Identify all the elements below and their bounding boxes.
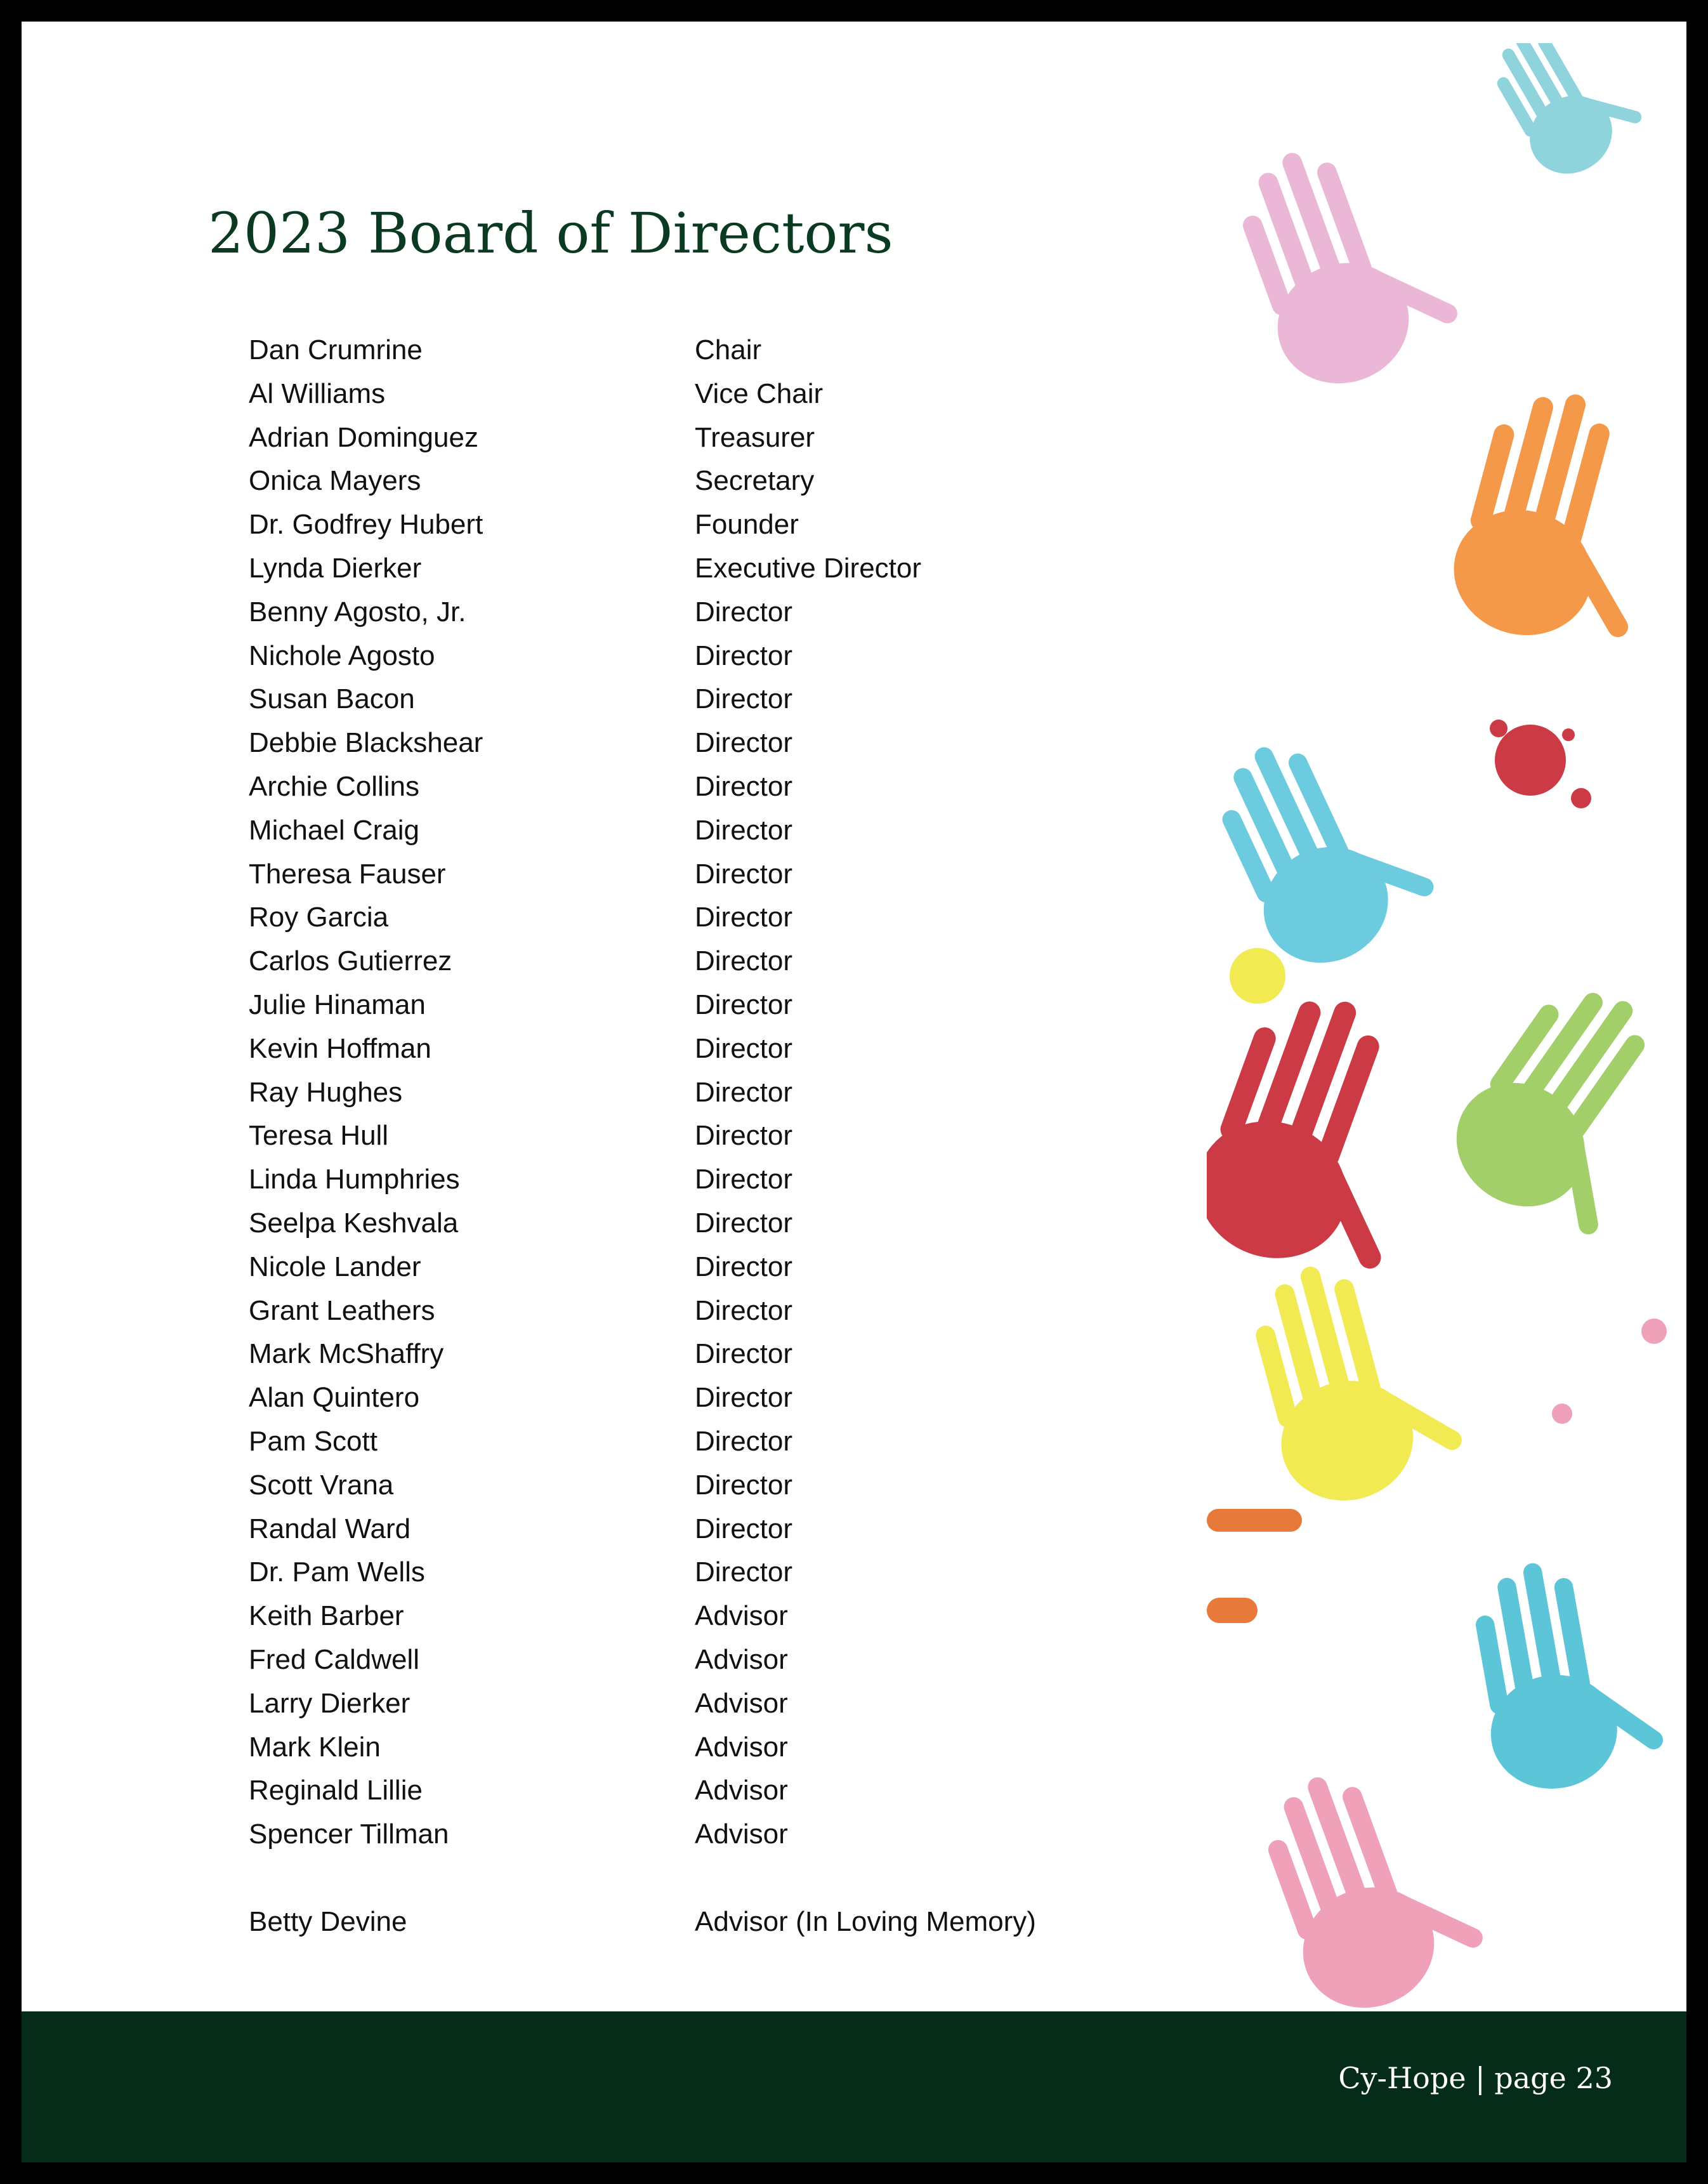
member-role: Director (695, 770, 793, 802)
board-member-row (249, 1769, 1036, 1813)
board-member-row (249, 1027, 1036, 1071)
member-role: Director (695, 1120, 793, 1152)
board-member-row (249, 1289, 1036, 1333)
page-title: 2023 Board of Directors (208, 201, 893, 266)
board-member-row (249, 940, 1036, 983)
board-member-row (249, 1202, 1036, 1246)
member-name: Michael Craig (249, 814, 419, 846)
paint-splat-red (1490, 720, 1591, 808)
member-name: Julie Hinaman (249, 989, 426, 1020)
member-role: Director (695, 1164, 793, 1195)
member-role: Director (695, 1294, 793, 1326)
member-name: Archie Collins (249, 770, 419, 802)
member-role: Advisor (695, 1731, 788, 1763)
footer-page-label: Cy-Hope | page 23 (1338, 2061, 1613, 2095)
board-member-row (249, 1071, 1036, 1115)
member-name: Grant Leathers (249, 1294, 435, 1326)
board-member-row (249, 1508, 1036, 1551)
board-member-row (249, 765, 1036, 809)
member-role: Director (695, 858, 793, 890)
handprint-orange (1440, 375, 1686, 664)
member-role: Advisor (695, 1687, 788, 1719)
member-name: Dan Crumrine (249, 334, 423, 365)
member-name: Benny Agosto, Jr. (249, 596, 466, 628)
handprint-red (1207, 974, 1464, 1298)
board-member-row (249, 853, 1036, 897)
handprints-artwork (1207, 43, 1686, 2010)
member-name: Dr. Godfrey Hubert (249, 509, 483, 541)
member-role: Director (695, 640, 793, 671)
board-member-row (249, 983, 1036, 1027)
member-role: Director (695, 1251, 793, 1282)
member-name: Ray Hughes (249, 1076, 403, 1108)
paint-dot-pink-small (1552, 1404, 1572, 1424)
member-name: Lynda Dierker (249, 552, 422, 584)
member-role: Director (695, 1032, 793, 1064)
member-role: Director (695, 945, 793, 977)
board-member-row (249, 1246, 1036, 1289)
board-member-row (249, 809, 1036, 853)
board-member-row (249, 721, 1036, 765)
member-role: Director (695, 1338, 793, 1370)
board-member-row (249, 1595, 1036, 1638)
member-name: Carlos Gutierrez (249, 945, 452, 977)
member-role: Executive Director (695, 552, 922, 584)
board-member-row (249, 1682, 1036, 1726)
member-name: Fred Caldwell (249, 1643, 419, 1675)
member-role: Director (695, 902, 793, 933)
board-member-row (249, 591, 1036, 635)
member-role: Director (695, 989, 793, 1020)
member-name: Spencer Tillman (249, 1819, 449, 1850)
board-member-row (249, 678, 1036, 721)
member-role: Director (695, 1382, 793, 1414)
member-name: Randal Ward (249, 1513, 411, 1544)
board-member-row (249, 1114, 1036, 1158)
handprint-teal (1478, 43, 1653, 188)
handprint-cyan (1462, 1546, 1672, 1799)
member-role: Director (695, 683, 793, 715)
member-role: Director (695, 1556, 793, 1588)
board-member-row (249, 1158, 1036, 1202)
handprint-yellow (1237, 1239, 1474, 1515)
paint-smear-orange (1207, 1509, 1302, 1623)
member-name: Mark Klein (249, 1731, 381, 1763)
member-role: Founder (695, 509, 799, 541)
member-role: Director (695, 596, 793, 628)
member-name: Seelpa Keshvala (249, 1207, 459, 1239)
board-member-row (249, 1638, 1036, 1682)
member-name: Mark McShaffry (249, 1338, 444, 1370)
member-name: Reginald Lillie (249, 1775, 423, 1806)
member-role: Director (695, 1207, 793, 1239)
board-member-row (249, 1376, 1036, 1420)
member-name: Onica Mayers (249, 465, 421, 497)
handprint-blue (1207, 704, 1449, 983)
board-member-row (249, 329, 1036, 372)
board-member-row (249, 1332, 1036, 1376)
board-member-row (249, 372, 1036, 416)
board-member-row (249, 459, 1036, 503)
member-role: Director (695, 1469, 793, 1501)
member-role: Advisor (695, 1643, 788, 1675)
member-role: Advisor (In Loving Memory) (695, 1905, 1036, 1937)
board-member-row (249, 896, 1036, 940)
board-member-row (249, 635, 1036, 678)
member-role: Advisor (695, 1600, 788, 1632)
member-name: Al Williams (249, 378, 386, 409)
board-member-row (249, 503, 1036, 547)
member-role: Vice Chair (695, 378, 824, 409)
member-role: Director (695, 727, 793, 759)
handprint-rose (1245, 1741, 1497, 2010)
member-name: Betty Devine (249, 1905, 407, 1937)
member-name: Dr. Pam Wells (249, 1556, 425, 1588)
member-role: Director (695, 814, 793, 846)
board-member-row (249, 1726, 1036, 1770)
member-name: Alan Quintero (249, 1382, 420, 1414)
member-name: Linda Humphries (249, 1164, 460, 1195)
member-role: Advisor (695, 1775, 788, 1806)
handprint-green (1433, 961, 1686, 1259)
page-footer (22, 2011, 1686, 2162)
member-role: Chair (695, 334, 762, 365)
paint-dot-pink (1641, 1319, 1667, 1344)
member-name: Nichole Agosto (249, 640, 435, 671)
member-role: Treasurer (695, 421, 815, 453)
member-name: Theresa Fauser (249, 858, 446, 890)
member-name: Teresa Hull (249, 1120, 389, 1152)
member-role: Advisor (695, 1819, 788, 1850)
member-name: Kevin Hoffman (249, 1032, 431, 1064)
board-member-row (249, 1900, 1036, 1944)
member-name: Debbie Blackshear (249, 727, 483, 759)
member-role: Director (695, 1513, 793, 1544)
member-name: Pam Scott (249, 1425, 378, 1457)
member-name: Roy Garcia (249, 902, 389, 933)
document-page (22, 22, 1686, 2162)
board-member-row (249, 1813, 1036, 1857)
member-name: Scott Vrana (249, 1469, 394, 1501)
board-roster (249, 329, 1036, 1944)
member-role: Director (695, 1425, 793, 1457)
board-member-row (249, 1464, 1036, 1508)
board-member-row (249, 1551, 1036, 1595)
board-member-row (249, 547, 1036, 591)
member-name: Susan Bacon (249, 683, 415, 715)
member-name: Larry Dierker (249, 1687, 411, 1719)
member-role: Director (695, 1076, 793, 1108)
member-role: Secretary (695, 465, 815, 497)
handprint-pink (1220, 117, 1472, 402)
board-member-row (249, 1420, 1036, 1464)
member-name: Keith Barber (249, 1600, 404, 1632)
member-name: Nicole Lander (249, 1251, 421, 1282)
board-member-row (249, 416, 1036, 460)
member-name: Adrian Dominguez (249, 421, 478, 453)
paint-dot-yellow (1230, 948, 1285, 1004)
